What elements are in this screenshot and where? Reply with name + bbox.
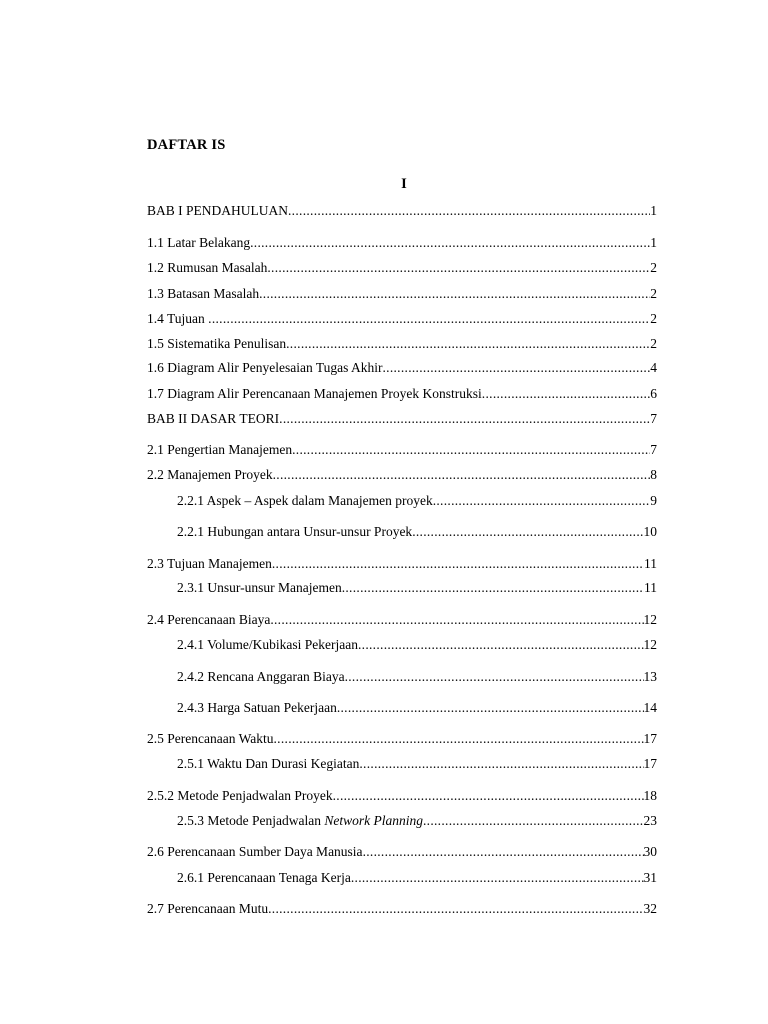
- toc-entry-text: 1.1 Latar Belakang: [147, 235, 251, 250]
- toc-leader-dots: [292, 442, 650, 458]
- toc-entry-text: 2.3 Tujuan Manajemen: [147, 556, 272, 571]
- toc-entry-text: 2.5.2 Metode Penjadwalan Proyek: [147, 788, 333, 803]
- toc-page-number: 2: [650, 260, 657, 275]
- toc-subentry: [177, 524, 657, 540]
- toc-subentry: [177, 637, 657, 653]
- toc-entry-text: 1.2 Rumusan Masalah: [147, 260, 268, 275]
- toc-entry-text: 2.4 Perencanaan Biaya: [147, 612, 271, 627]
- toc-page-number: 4: [650, 360, 657, 375]
- toc-entry-text: 2.5 Perencanaan Waktu: [147, 731, 274, 746]
- toc-entry-text-prefix: 2.5.3 Metode Penjadwalan: [177, 813, 325, 828]
- toc-entry-text: 2.1 Pengertian Manajemen: [147, 442, 293, 457]
- toc-entry-text: BAB I PENDAHULUAN: [147, 203, 288, 218]
- toc-leader-dots: [351, 870, 644, 886]
- toc-page-number: 17: [643, 731, 657, 746]
- toc-page-number: 31: [643, 870, 657, 885]
- toc-page-number: 6: [650, 386, 657, 401]
- toc-page-number: 17: [643, 756, 657, 771]
- toc-entry-text: 2.4.2 Rencana Anggaran Biaya: [177, 669, 345, 684]
- toc-leader-dots: [433, 493, 651, 509]
- toc-page-number: 9: [650, 493, 657, 508]
- chapter-roman-numeral: I: [401, 176, 407, 192]
- toc-leader-dots: [359, 756, 643, 772]
- toc-entry: [147, 203, 657, 219]
- toc-entry-text: 2.6 Perencanaan Sumber Daya Manusia: [147, 844, 363, 859]
- toc-leader-dots: [363, 844, 644, 860]
- toc-page-number: 7: [650, 411, 657, 426]
- toc-page-number: 2: [650, 336, 657, 351]
- toc-leader-dots: [274, 731, 644, 747]
- toc-leader-dots: [358, 637, 644, 653]
- toc-leader-dots: [288, 203, 650, 219]
- toc-leader-dots: [208, 311, 650, 327]
- toc-entry-text: 2.2 Manajemen Proyek: [147, 467, 273, 482]
- toc-subentry: [177, 580, 657, 596]
- toc-entry-text: 1.3 Batasan Masalah: [147, 286, 260, 301]
- toc-page-number: 12: [643, 637, 657, 652]
- toc-leader-dots: [267, 260, 650, 276]
- toc-entry: [147, 411, 657, 427]
- toc-entry: [147, 556, 657, 572]
- toc-page-number: 12: [643, 612, 657, 627]
- toc-subentry: [177, 870, 657, 886]
- toc-entry: [147, 286, 657, 302]
- toc-subentry: [177, 813, 657, 829]
- toc-leader-dots: [268, 901, 643, 917]
- toc-entry-text: 2.5.1 Waktu Dan Durasi Kegiatan: [177, 756, 360, 771]
- toc-entry-text: 2.2.1 Aspek – Aspek dalam Manajemen proyek: [177, 493, 433, 508]
- toc-entry-text: 2.4.1 Volume/Kubikasi Pekerjaan: [177, 637, 358, 652]
- toc-subentry: [177, 493, 657, 509]
- toc-leader-dots: [423, 813, 644, 829]
- toc-leader-dots: [337, 700, 644, 716]
- toc-page-number: 30: [643, 844, 657, 859]
- toc-entry: [147, 235, 657, 251]
- toc-leader-dots: [333, 788, 644, 804]
- toc-leader-dots: [286, 336, 650, 352]
- toc-leader-dots: [250, 235, 650, 251]
- toc-leader-dots: [273, 467, 651, 483]
- toc-leader-dots: [482, 386, 650, 402]
- toc-entry: [147, 260, 657, 276]
- toc-page-number: 1: [650, 203, 657, 218]
- toc-entry: [147, 311, 657, 327]
- toc-entry-text: 2.4.3 Harga Satuan Pekerjaan: [177, 700, 337, 715]
- toc-entry: [147, 788, 657, 804]
- toc-entry-text: 1.4 Tujuan: [147, 311, 209, 326]
- toc-leader-dots: [259, 286, 650, 302]
- toc-entry-text: 1.5 Sistematika Penulisan: [147, 336, 287, 351]
- toc-entry: [147, 467, 657, 483]
- toc-leader-dots: [342, 580, 644, 596]
- toc-entry-text: 1.7 Diagram Alir Perencanaan Manajemen Proyek Konstruksi: [147, 386, 482, 401]
- toc-entry: [147, 360, 657, 376]
- toc-page-number: 10: [643, 524, 657, 539]
- page-title: DAFTAR IS: [147, 137, 226, 153]
- toc-page-number: 7: [650, 442, 657, 457]
- toc-entry: [147, 386, 657, 402]
- toc-entry-text: 2.6.1 Perencanaan Tenaga Kerja: [177, 870, 351, 885]
- toc-leader-dots: [270, 612, 643, 628]
- toc-page-number: 32: [643, 901, 657, 916]
- toc-page-number: 11: [644, 556, 657, 571]
- toc-entry-text: 2.7 Perencanaan Mutu: [147, 901, 269, 916]
- toc-entry: [147, 612, 657, 628]
- toc-entry: [147, 901, 657, 917]
- toc-subentry: [177, 669, 657, 685]
- toc-page-number: 1: [650, 235, 657, 250]
- toc-page-number: 11: [644, 580, 657, 595]
- toc-subentry: [177, 700, 657, 716]
- toc-leader-dots: [345, 669, 644, 685]
- toc-leader-dots: [272, 556, 644, 572]
- toc-page-number: 13: [643, 669, 657, 684]
- toc-page-number: 2: [650, 286, 657, 301]
- toc-entry: [147, 336, 657, 352]
- toc-page-number: 2: [650, 311, 657, 326]
- toc-page-number: 8: [650, 467, 657, 482]
- toc-page-number: 14: [643, 700, 657, 715]
- toc-entry-text: 2.2.1 Hubungan antara Unsur-unsur Proyek: [177, 524, 413, 539]
- toc-leader-dots: [382, 360, 650, 376]
- toc-page-number: 18: [643, 788, 657, 803]
- toc-entry-text: 2.3.1 Unsur-unsur Manajemen: [177, 580, 342, 595]
- toc-entry: [147, 731, 657, 747]
- toc-entry-text: [177, 813, 423, 829]
- toc-entry-text: 1.6 Diagram Alir Penyelesaian Tugas Akhir: [147, 360, 383, 375]
- toc-leader-dots: [412, 524, 643, 540]
- toc-leader-dots: [279, 411, 650, 427]
- toc-entry: [147, 442, 657, 458]
- toc-entry-text-italic: Network Planning: [324, 813, 423, 828]
- toc-subentry: [177, 756, 657, 772]
- toc-entry-text: BAB II DASAR TEORI: [147, 411, 280, 426]
- toc-page-number: 23: [643, 813, 657, 828]
- toc-entry: [147, 844, 657, 860]
